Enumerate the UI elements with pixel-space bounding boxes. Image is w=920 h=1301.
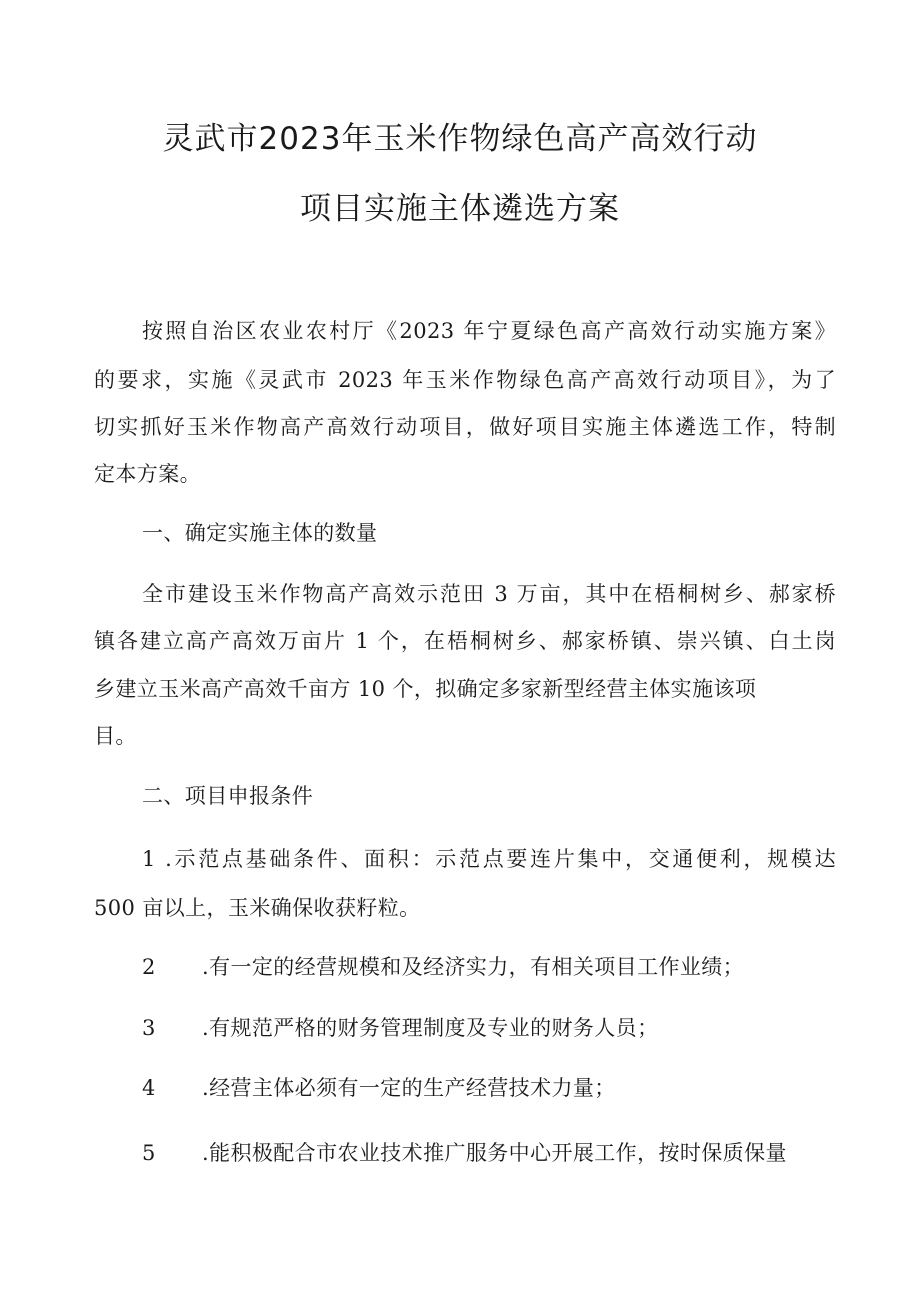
section-1-line-3: 乡建立玉米高产高效千亩方 10 个，拟确定多家新型经营主体实施该项 (94, 677, 757, 701)
item-4-text: .经营主体必须有一定的生产经营技术力量； (202, 1076, 616, 1100)
item-1-line-2: 500 亩以上，玉米确保收获籽粒。 (94, 896, 421, 920)
item-5-text: .能积极配合市农业技术推广服务中心开展工作，按时保质保量 (202, 1141, 787, 1165)
item-2-number: 2 (142, 955, 156, 979)
section-1-line-2: 镇各建立高产高效万亩片 1 个，在梧桐树乡、郝家桥镇、崇兴镇、白土岗 (94, 629, 836, 653)
title-line-2: 项目实施主体遴选方案 (300, 191, 620, 227)
intro-line-1: 按照自治区农业农村厅《2023 年宁夏绿色高产高效行动实施方案》 (142, 319, 836, 343)
section-1-heading: 一、确定实施主体的数量 (142, 521, 378, 545)
item-3-text: .有规范严格的财务管理制度及专业的财务人员； (202, 1016, 659, 1040)
item-3-number: 3 (142, 1016, 156, 1040)
intro-line-2: 的要求，实施《灵武市 2023 年玉米作物绿色高产高效行动项目》，为了 (94, 368, 836, 392)
item-2-text: .有一定的经营规模和及经济实力，有相关项目工作业绩； (202, 955, 745, 979)
intro-line-4: 定本方案。 (94, 462, 201, 486)
section-1-line-4: 目。 (94, 724, 137, 748)
item-5-number: 5 (142, 1141, 156, 1165)
section-2-heading: 二、项目申报条件 (142, 784, 314, 808)
title-line-1: 灵武市2023年玉米作物绿色高产高效行动 (162, 121, 758, 157)
intro-line-3: 切实抓好玉米作物高产高效行动项目，做好项目实施主体遴选工作，特制 (94, 415, 836, 439)
item-4-number: 4 (142, 1076, 156, 1100)
section-1-line-1: 全市建设玉米作物高产高效示范田 3 万亩，其中在梧桐树乡、郝家桥 (142, 582, 836, 606)
item-1-line-1: 1 .示范点基础条件、面积：示范点要连片集中，交通便利，规模达 (142, 847, 836, 871)
